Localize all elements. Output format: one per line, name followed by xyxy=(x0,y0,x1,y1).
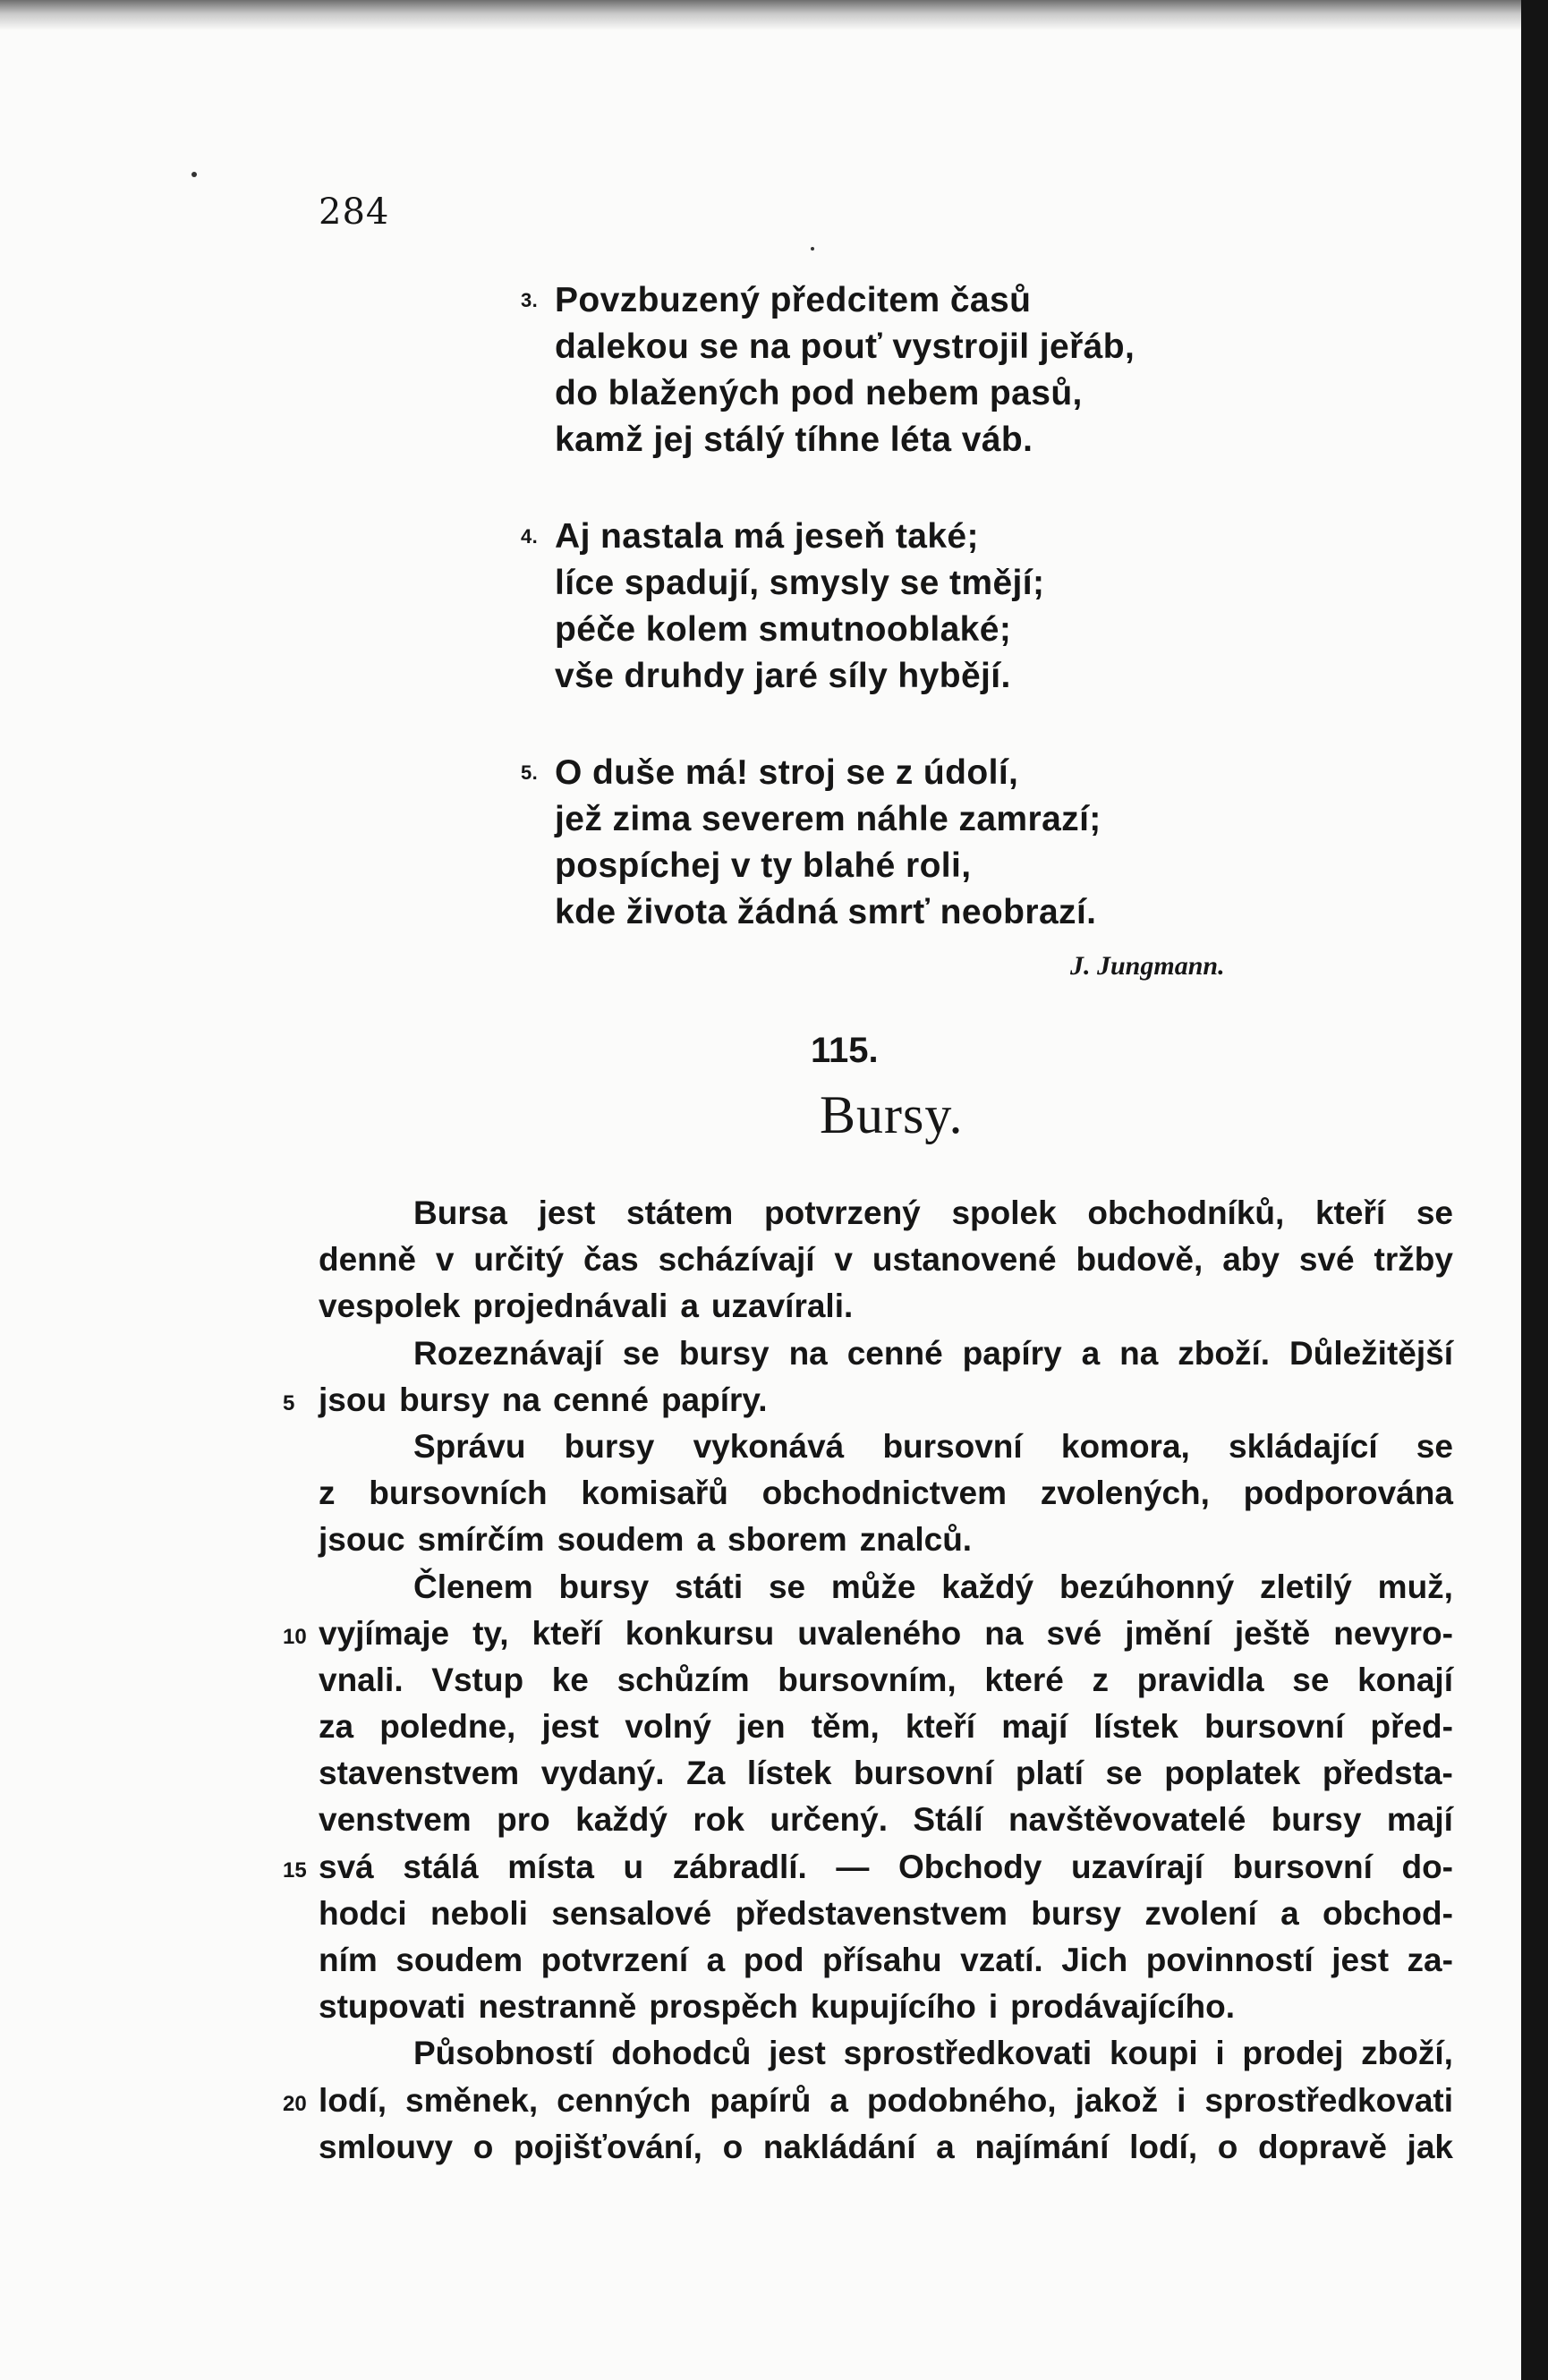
line-number: 5 xyxy=(283,1390,295,1415)
word: stavenstvem xyxy=(319,1755,520,1792)
word: bursovní xyxy=(1232,1848,1373,1885)
article-line xyxy=(283,1844,1453,1891)
word: na xyxy=(984,1614,1024,1652)
word: podobného, xyxy=(866,2081,1057,2119)
word: jsouc xyxy=(319,1521,405,1559)
poem-line: Aj nastala má jeseň také; xyxy=(555,517,979,556)
word: těm, xyxy=(811,1708,880,1746)
word: muž, xyxy=(1377,1568,1453,1605)
word: zboží, xyxy=(1361,2035,1453,2072)
word: Správu xyxy=(413,1427,526,1465)
stanza-number: 3. xyxy=(521,289,539,311)
word: povinností xyxy=(1145,1942,1314,1978)
word: nestranně xyxy=(478,1988,637,2026)
word: komora, xyxy=(1060,1427,1190,1465)
word: bursy xyxy=(1271,1801,1362,1839)
word: jen xyxy=(737,1708,786,1746)
word: obchodníků, xyxy=(1087,1194,1285,1231)
word: aby xyxy=(1222,1241,1280,1279)
word: tržby xyxy=(1374,1241,1453,1279)
word: přísahu xyxy=(822,1942,942,1978)
word: Obchody xyxy=(898,1848,1042,1885)
word: jest xyxy=(1331,1942,1390,1978)
poem-line: Povzbuzený předcitem časů xyxy=(555,281,1032,319)
word: ty, xyxy=(472,1614,509,1652)
word: pravidla xyxy=(1136,1661,1264,1698)
word: prospěch xyxy=(649,1988,798,2026)
word: dohodců xyxy=(611,2035,752,2072)
word: pod xyxy=(743,1942,804,1978)
poem-line: kamž jej stálý tíhne léta váb. xyxy=(555,421,1033,459)
word: bursovní xyxy=(854,1755,994,1792)
article-line xyxy=(283,2078,1453,2124)
word: zvolení xyxy=(1144,1894,1257,1932)
word: sprostředkovati xyxy=(843,2035,1093,2072)
scan-right-edge xyxy=(1521,0,1548,2380)
word: vespolek xyxy=(319,1288,461,1325)
word: a xyxy=(706,1942,726,1978)
word: najímání xyxy=(974,2128,1110,2165)
word: smlouvy xyxy=(319,2128,454,2165)
word: a xyxy=(829,2081,848,2119)
stanza-number: 4. xyxy=(521,525,539,548)
word: venstvem xyxy=(319,1801,472,1839)
word: uzavírali. xyxy=(710,1288,854,1325)
word: v xyxy=(435,1241,455,1279)
word: které xyxy=(984,1661,1064,1698)
word: poplatek xyxy=(1164,1755,1301,1792)
word: za xyxy=(319,1708,354,1746)
poem-stanza xyxy=(521,277,1135,463)
word: cenných xyxy=(557,2081,692,2119)
word: zvolených, xyxy=(1040,1475,1210,1512)
article-line xyxy=(319,1237,1453,1283)
word: cenné xyxy=(553,1381,649,1418)
word: svá xyxy=(319,1848,374,1885)
article-line xyxy=(319,1750,1453,1797)
word: Důležitější xyxy=(1289,1334,1453,1372)
word: a xyxy=(680,1288,699,1325)
word: a xyxy=(1280,1894,1299,1932)
word: bursy xyxy=(399,1381,489,1418)
word: jest xyxy=(541,1708,600,1746)
article-line xyxy=(319,1937,1453,1984)
word: lodí, xyxy=(319,2081,387,2119)
word: o xyxy=(1217,2128,1238,2165)
word: papírů xyxy=(710,2081,812,2119)
line-number: 15 xyxy=(283,1857,307,1883)
word: kupujícího xyxy=(810,1988,976,2026)
word: jmění xyxy=(1125,1614,1212,1652)
article-body xyxy=(283,1190,1453,2171)
word: konají xyxy=(1357,1661,1453,1698)
poem-line: péče kolem smutnooblaké; xyxy=(555,610,1012,649)
word: spolek xyxy=(951,1194,1057,1231)
word: vnali. xyxy=(319,1661,404,1698)
word: jak xyxy=(1407,2128,1453,2165)
word: se xyxy=(1416,1194,1453,1231)
word: z xyxy=(1092,1661,1109,1698)
article-line xyxy=(283,1377,1453,1424)
word: projednávali xyxy=(472,1288,668,1325)
word: papíry. xyxy=(660,1381,768,1418)
poem-line: líce spadují, smysly se tmějí; xyxy=(555,564,1045,602)
article-line xyxy=(319,1704,1453,1750)
article-line xyxy=(319,1330,1453,1377)
word: směnek, xyxy=(405,2081,539,2119)
article-line xyxy=(319,1564,1453,1611)
word: u xyxy=(623,1848,644,1885)
word: platí xyxy=(1015,1755,1084,1792)
scan-speck xyxy=(811,247,814,251)
word: před- xyxy=(1370,1708,1453,1746)
page-number: 284 xyxy=(319,191,390,233)
word: soudem xyxy=(396,1942,523,1978)
word: hodci xyxy=(319,1894,407,1932)
word: v xyxy=(834,1241,853,1279)
stanza-number: 5. xyxy=(521,761,539,784)
word: podporována xyxy=(1243,1475,1453,1512)
word: určený. xyxy=(770,1801,888,1839)
word: nevyro- xyxy=(1333,1614,1453,1652)
word: ním xyxy=(319,1942,378,1978)
word: bursy xyxy=(1031,1894,1122,1932)
word: bursovní xyxy=(882,1427,1023,1465)
article-line xyxy=(319,1424,1453,1470)
word: na xyxy=(788,1334,828,1372)
word: představenstvem xyxy=(735,1894,1008,1932)
poem-line: do blažených pod nebem pasů, xyxy=(555,374,1083,412)
word: vyjímaje xyxy=(319,1614,450,1652)
line-number: 20 xyxy=(283,2091,307,2116)
word: poledne, xyxy=(379,1708,516,1746)
word: své xyxy=(1298,1241,1355,1279)
word: ke xyxy=(551,1661,589,1698)
word: prodej xyxy=(1242,2035,1344,2072)
word: lístek xyxy=(746,1755,832,1792)
word: se xyxy=(622,1334,659,1372)
word: budově, xyxy=(1076,1241,1204,1279)
word: bursy xyxy=(558,1568,650,1605)
word: papíry xyxy=(962,1334,1062,1372)
word: ještě xyxy=(1234,1614,1311,1652)
word: dopravě xyxy=(1257,2128,1387,2165)
word: o xyxy=(722,2128,744,2165)
word: smírčím xyxy=(417,1521,545,1559)
word: zletilý xyxy=(1260,1568,1352,1605)
word: skládající xyxy=(1229,1427,1378,1465)
word: čas xyxy=(583,1241,639,1279)
word: sprostředkovati xyxy=(1204,2081,1453,2119)
word: jest xyxy=(538,1194,596,1231)
word: se xyxy=(1416,1427,1453,1465)
word: Působností xyxy=(413,2035,594,2072)
word: — xyxy=(836,1848,870,1885)
word: scházívají xyxy=(658,1241,815,1279)
word: z xyxy=(319,1475,336,1512)
poem-line: kde života žádná smrť neobrazí. xyxy=(555,893,1097,931)
word: bezúhonný xyxy=(1059,1568,1235,1605)
word: pojišťování, xyxy=(513,2128,702,2165)
word: Jich xyxy=(1061,1942,1128,1978)
word: stupovati xyxy=(319,1988,466,2026)
word: nakládání xyxy=(762,2128,916,2165)
article-title: Bursy. xyxy=(820,1085,964,1144)
word: jest xyxy=(769,2035,826,2072)
word: své xyxy=(1046,1614,1102,1652)
word: bursovní xyxy=(1204,1708,1345,1746)
word: lístek xyxy=(1093,1708,1178,1746)
word: stálá xyxy=(403,1848,479,1885)
word: Bursa xyxy=(413,1194,507,1231)
word: navštěvovatelé xyxy=(1008,1801,1246,1839)
word: vzatí. xyxy=(960,1942,1043,1978)
word: Stálí xyxy=(913,1801,983,1839)
poem-author: J. Jungmann. xyxy=(1070,951,1225,981)
word: Vstup xyxy=(431,1661,524,1698)
word: sborem xyxy=(727,1521,847,1559)
word: může xyxy=(830,1568,916,1605)
word: zábradlí. xyxy=(672,1848,807,1885)
word: mají xyxy=(1001,1708,1068,1746)
word: se xyxy=(1292,1661,1330,1698)
word: jsou xyxy=(319,1381,387,1418)
word: volný xyxy=(625,1708,711,1746)
word: o xyxy=(472,2128,494,2165)
word: komisařů xyxy=(581,1475,728,1512)
word: uvaleného xyxy=(797,1614,962,1652)
word: ustanovené xyxy=(872,1241,1057,1279)
word: a xyxy=(936,2128,955,2165)
word: rok xyxy=(693,1801,744,1839)
poem-line: jež zima severem náhle zamrazí; xyxy=(555,800,1101,838)
word: i xyxy=(1215,2035,1225,2072)
poem-line: vše druhdy jaré síly hybějí. xyxy=(555,657,1011,695)
word: soudem xyxy=(557,1521,685,1559)
poem-line: pospíchej v ty blahé roli, xyxy=(555,846,972,885)
word: bursovním, xyxy=(778,1661,957,1698)
word: i xyxy=(988,1988,999,2026)
poem-stanza xyxy=(521,514,1045,700)
article-line xyxy=(319,1797,1453,1843)
word: pro xyxy=(497,1801,550,1839)
word: mají xyxy=(1386,1801,1453,1839)
word: do- xyxy=(1401,1848,1453,1885)
article-line xyxy=(319,2124,1453,2171)
word: prodávajícího. xyxy=(1010,1988,1235,2026)
article-line xyxy=(319,1517,1453,1563)
word: každý xyxy=(941,1568,1034,1605)
word: Za xyxy=(686,1755,726,1792)
word: i xyxy=(1177,2081,1187,2119)
word: potvrzený xyxy=(764,1194,921,1231)
article-line xyxy=(319,1891,1453,1937)
word: se xyxy=(768,1568,806,1605)
word: vykonává xyxy=(693,1427,845,1465)
word: lodí, xyxy=(1129,2128,1198,2165)
word: předsta- xyxy=(1322,1755,1453,1792)
line-number: 10 xyxy=(283,1624,307,1649)
word: denně xyxy=(319,1241,416,1279)
word: cenné xyxy=(846,1334,943,1372)
word: jakož xyxy=(1075,2081,1159,2119)
word: bursy xyxy=(678,1334,770,1372)
word: neboli xyxy=(430,1894,528,1932)
word: a xyxy=(696,1521,715,1559)
word: na xyxy=(1119,1334,1159,1372)
article-line xyxy=(319,1984,1453,2030)
word: za- xyxy=(1407,1942,1453,1978)
word: každý xyxy=(575,1801,668,1839)
word: státem xyxy=(626,1194,734,1231)
word: koupi xyxy=(1109,2035,1198,2072)
article-line xyxy=(319,1470,1453,1517)
scan-speck xyxy=(191,172,197,177)
article-line xyxy=(319,1283,1453,1330)
article-line xyxy=(319,2030,1453,2077)
word: bursovních xyxy=(369,1475,548,1512)
word: určitý xyxy=(473,1241,565,1279)
word: vydaný. xyxy=(540,1755,665,1792)
article-line xyxy=(319,1190,1453,1237)
word: na xyxy=(501,1381,541,1418)
word: Rozeznávají xyxy=(413,1334,603,1372)
word: Členem xyxy=(413,1568,533,1605)
poem-stanza xyxy=(521,750,1101,936)
word: bursy xyxy=(564,1427,655,1465)
word: obchod- xyxy=(1323,1894,1453,1932)
scan-top-shadow xyxy=(0,0,1521,30)
word: se xyxy=(1105,1755,1143,1792)
word: státi xyxy=(675,1568,744,1605)
poem-line: O duše má! stroj se z údolí, xyxy=(555,753,1019,792)
word: potvrzení xyxy=(540,1942,689,1978)
word: sensalové xyxy=(551,1894,712,1932)
article-line xyxy=(283,1611,1453,1657)
word: kteří xyxy=(905,1708,976,1746)
word: a xyxy=(1081,1334,1101,1372)
word: uzavírají xyxy=(1070,1848,1204,1885)
word: kteří xyxy=(532,1614,602,1652)
word: obchodnictvem xyxy=(761,1475,1008,1512)
word: konkursu xyxy=(625,1614,775,1652)
word: zboží. xyxy=(1178,1334,1271,1372)
word: schůzím xyxy=(617,1661,750,1698)
word: kteří xyxy=(1314,1194,1386,1231)
poem-line: dalekou se na pouť vystrojil jeřáb, xyxy=(555,327,1135,366)
article-line xyxy=(319,1657,1453,1704)
word: místa xyxy=(507,1848,594,1885)
article-number: 115. xyxy=(811,1031,879,1070)
word: znalců. xyxy=(859,1521,973,1559)
